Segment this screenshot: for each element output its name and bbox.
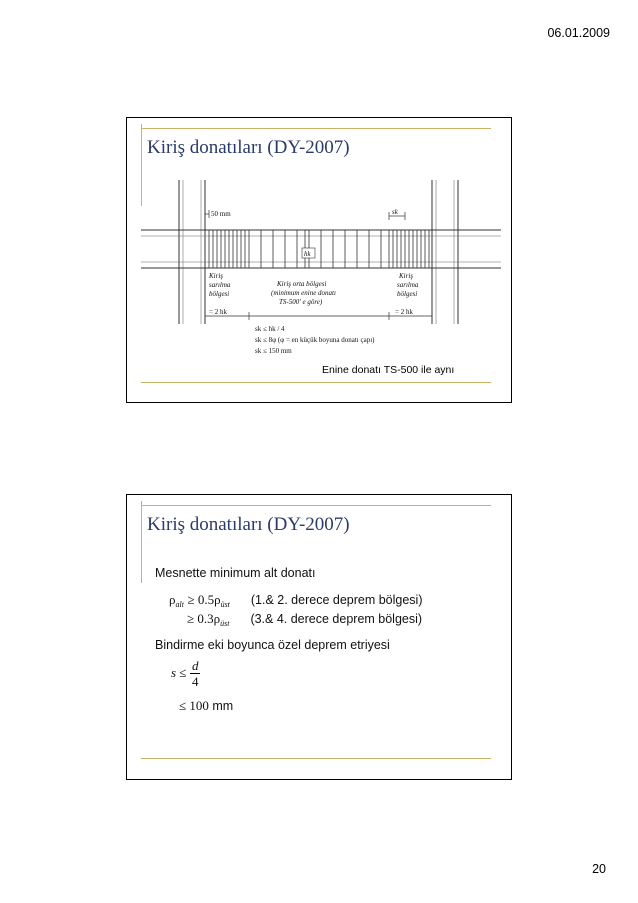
decor-vertical-line (141, 501, 142, 583)
right-zone-line-3: bölgesi (397, 290, 418, 298)
fraction-denominator: 4 (191, 674, 199, 689)
spacing-formula (171, 658, 200, 689)
right-zone-line-2: sarılma (397, 281, 419, 289)
lap-splice-heading: Bindirme eki boyunca özel deprem etriyesi (155, 638, 390, 652)
right-dimension-label: = 2 hk (395, 308, 413, 316)
right-column (432, 180, 458, 324)
left-zone-line-3: bölgesi (209, 290, 230, 298)
hk-label: hk (304, 250, 311, 258)
middle-zone-line-2: (minimum enine donatı (271, 289, 336, 297)
condition-2-text: (3.& 4. derece deprem bölgesi) (250, 612, 423, 626)
rho-sub-ust-2: üst (220, 619, 230, 628)
decor-top-line (141, 505, 491, 506)
rho-sub-ust-1: üst (220, 600, 230, 609)
right-zone-line-1: Kiriş (399, 272, 414, 280)
left-zone-line-1: Kiriş (209, 272, 224, 280)
spacing-50mm-dimension (205, 210, 209, 218)
left-dimension-label: = 2 hk (209, 308, 227, 316)
beam-reinforcement-figure (127, 118, 512, 403)
leq-100: ≤ 100 (179, 698, 209, 713)
s-leq: s ≤ (171, 664, 187, 680)
header-date: 06.01.2009 (547, 26, 610, 40)
left-column (179, 180, 205, 324)
slide-1 (126, 117, 512, 403)
unit-mm: mm (212, 699, 234, 713)
middle-zone-line-3: TS-500' e göre) (279, 298, 323, 306)
spacing-limit (179, 698, 233, 714)
middle-zone-line-1: Kiriş orta bölgesi (277, 280, 327, 288)
rho-condition-1 (169, 592, 423, 609)
slide-2-title: Kiriş donatıları (DY-2007) (147, 514, 350, 535)
sk-label: sk (392, 208, 398, 216)
condition-1-text: (1.& 2. derece deprem bölgesi) (250, 593, 423, 607)
page-number: 20 (592, 862, 606, 876)
slide-2 (126, 494, 512, 780)
rho-geq-1: ≥ 0.5ρ (187, 592, 221, 607)
left-zone-line-2: sarılma (209, 281, 231, 289)
fraction-numerator: d (191, 658, 199, 673)
decor-bottom-line (141, 758, 491, 759)
decor-bottom-line (141, 382, 491, 383)
fraction-d-over-4 (190, 658, 201, 689)
min-bottom-reinforcement-heading: Mesnette minimum alt donatı (155, 566, 316, 580)
rho-geq-2: ≥ 0.3ρ (187, 611, 221, 626)
note-text: Enine donatı TS-500 ile aynı (322, 364, 455, 376)
rule-2: sk ≤ 8φ (φ = en küçük boyuna donatı çapı) (255, 336, 375, 344)
rule-3: sk ≤ 150 mm (255, 347, 292, 355)
rho-symbol: ρ (169, 592, 176, 607)
rho-condition-2 (187, 611, 422, 628)
slide-1-title: Kiriş donatıları (DY-2007) (147, 137, 350, 158)
rule-1: sk ≤ hk / 4 (255, 325, 285, 333)
spacing-50mm-label: 50 mm (211, 210, 231, 218)
rho-sub-alt: alt (175, 600, 184, 609)
